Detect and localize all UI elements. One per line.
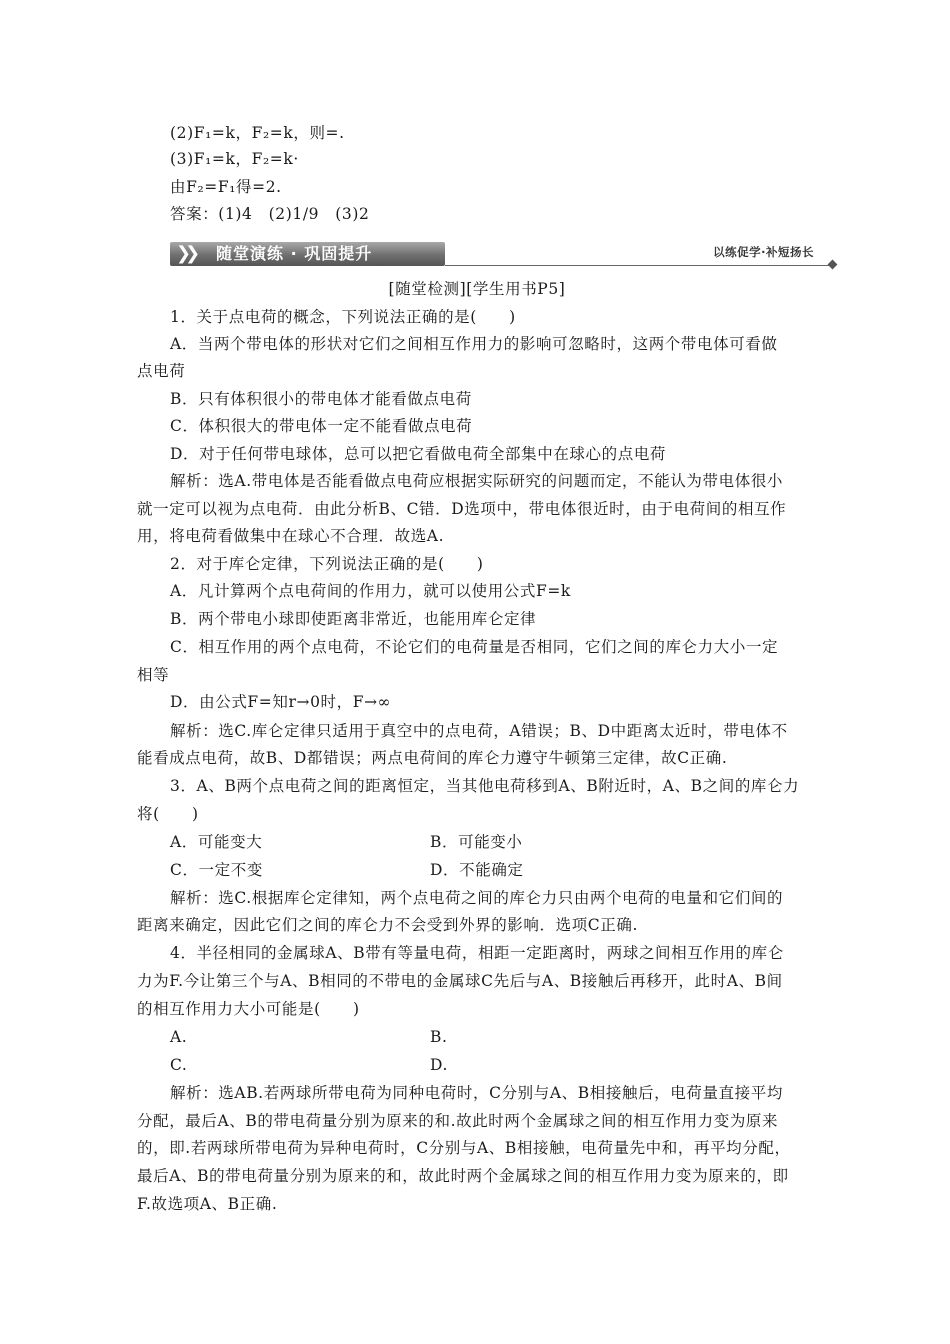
q4-explanation-end: F.故选项A、B正确. <box>137 1195 278 1213</box>
banner-slogan: 以练促学·补短扬长 <box>713 245 814 259</box>
banner-title: 随堂演练 · 巩固提升 <box>216 244 373 263</box>
q4-stem-cont: 力为F.今让第三个与A、B相同的不带电的金属球C先后与A、B接触后再移开，此时A、B间 <box>137 972 783 990</box>
q1-explanation-end: 用，将电荷看做集中在球心不合理．故选A. <box>137 527 445 545</box>
solution-line-conclusion: 由F₂=F₁得=2. <box>170 178 282 196</box>
q4-option-b: B. <box>430 1028 448 1046</box>
q2-explanation-cont: 能看成点电荷，故B、D都错误；两点电荷间的库仑力遵守牛顿第三定律，故C正确. <box>137 749 728 767</box>
q2-option-c-cont: 相等 <box>137 666 170 684</box>
q1-explanation: 解析：选A.带电体是否能看做点电荷应根据实际研究的问题而定，不能认为带电体很小 <box>170 472 784 490</box>
q4-stem: 4．半径相同的金属球A、B带有等量电荷，相距一定距离时，两球之间相互作用的库仑 <box>170 944 784 962</box>
q2-option-b: B．两个带电小球即使距离非常近，也能用库仑定律 <box>170 610 537 628</box>
solution-line-3: (3)F₁=k，F₂=k· <box>170 150 299 168</box>
q4-stem-end: 的相互作用力大小可能是( ) <box>137 1000 360 1018</box>
double-chevron-icon: ❯❯ <box>176 243 195 264</box>
q2-option-d: D．由公式F=知r→0时，F→∞ <box>170 693 392 711</box>
q3-option-a: A．可能变大 <box>170 833 263 851</box>
q4-option-a: A. <box>170 1028 188 1046</box>
q1-option-a: A．当两个带电体的形状对它们之间相互作用力的影响可忽略时，这两个带电体可看做 <box>170 335 778 353</box>
q2-stem: 2．对于库仑定律，下列说法正确的是( ) <box>170 555 484 573</box>
banner-divider <box>445 265 835 266</box>
q3-explanation-cont: 距离来确定，因此它们之间的库仑力不会受到外界的影响．选项C正确. <box>137 916 638 934</box>
solution-line-2: (2)F₁=k，F₂=k，则=. <box>170 124 345 142</box>
q2-explanation: 解析：选C.库仑定律只适用于真空中的点电荷，A错误；B、D中距离太近时，带电体不 <box>170 722 788 740</box>
q3-option-b: B．可能变小 <box>430 833 523 851</box>
q4-option-d: D. <box>430 1056 449 1074</box>
q4-explanation: 解析：选AB.若两球所带电荷为同种电荷时，C分别与A、B相接触后，电荷量直接平均 <box>170 1084 783 1102</box>
q3-option-c: C．一定不变 <box>170 861 263 879</box>
q4-explanation-cont-3: 最后A、B的带电荷量分别为原来的和，故此时两个金属球之间的相互作用力变为原来的，即 <box>137 1167 789 1185</box>
q1-option-b: B．只有体积很小的带电体才能看做点电荷 <box>170 390 472 408</box>
q1-option-c: C．体积很大的带电体一定不能看做点电荷 <box>170 417 473 435</box>
q3-stem: 3．A、B两个点电荷之间的距离恒定，当其他电荷移到A、B附近时，A、B之间的库仑力 <box>170 777 800 795</box>
diamond-icon <box>828 260 838 270</box>
section-label: [随堂检测][学生用书P5] <box>388 280 566 298</box>
q4-explanation-cont-2: 的，即.若两球所带电荷为异种电荷时，C分别与A、B相接触，电荷量先中和，再平均分配， <box>137 1139 791 1157</box>
q4-option-c: C. <box>170 1056 188 1074</box>
q1-option-d: D．对于任何带电球体，总可以把它看做电荷全部集中在球心的点电荷 <box>170 445 667 463</box>
q4-explanation-cont: 分配，最后A、B的带电荷量分别为原来的和.故此时两个金属球之间的相互作用力变为原来 <box>137 1112 779 1130</box>
q1-stem: 1．关于点电荷的概念，下列说法正确的是( ) <box>170 308 516 326</box>
q2-option-a: A．凡计算两个点电荷间的作用力，就可以使用公式F=k <box>170 582 571 600</box>
q1-explanation-cont: 就一定可以视为点电荷．由此分析B、C错．D选项中，带电体很近时，由于电荷间的相互作 <box>137 500 787 518</box>
q3-stem-cont: 将( ) <box>137 805 199 823</box>
q3-explanation: 解析：选C.根据库仑定律知，两个点电荷之间的库仑力只由两个电荷的电量和它们间的 <box>170 889 784 907</box>
section-banner <box>170 240 840 268</box>
q1-option-a-cont: 点电荷 <box>137 362 186 380</box>
answer-line: 答案：(1)4 (2)1/9 (3)2 <box>170 205 370 223</box>
q2-option-c: C．相互作用的两个点电荷，不论它们的电荷量是否相同，它们之间的库仑力大小一定 <box>170 638 779 656</box>
q3-option-d: D．不能确定 <box>430 861 524 879</box>
